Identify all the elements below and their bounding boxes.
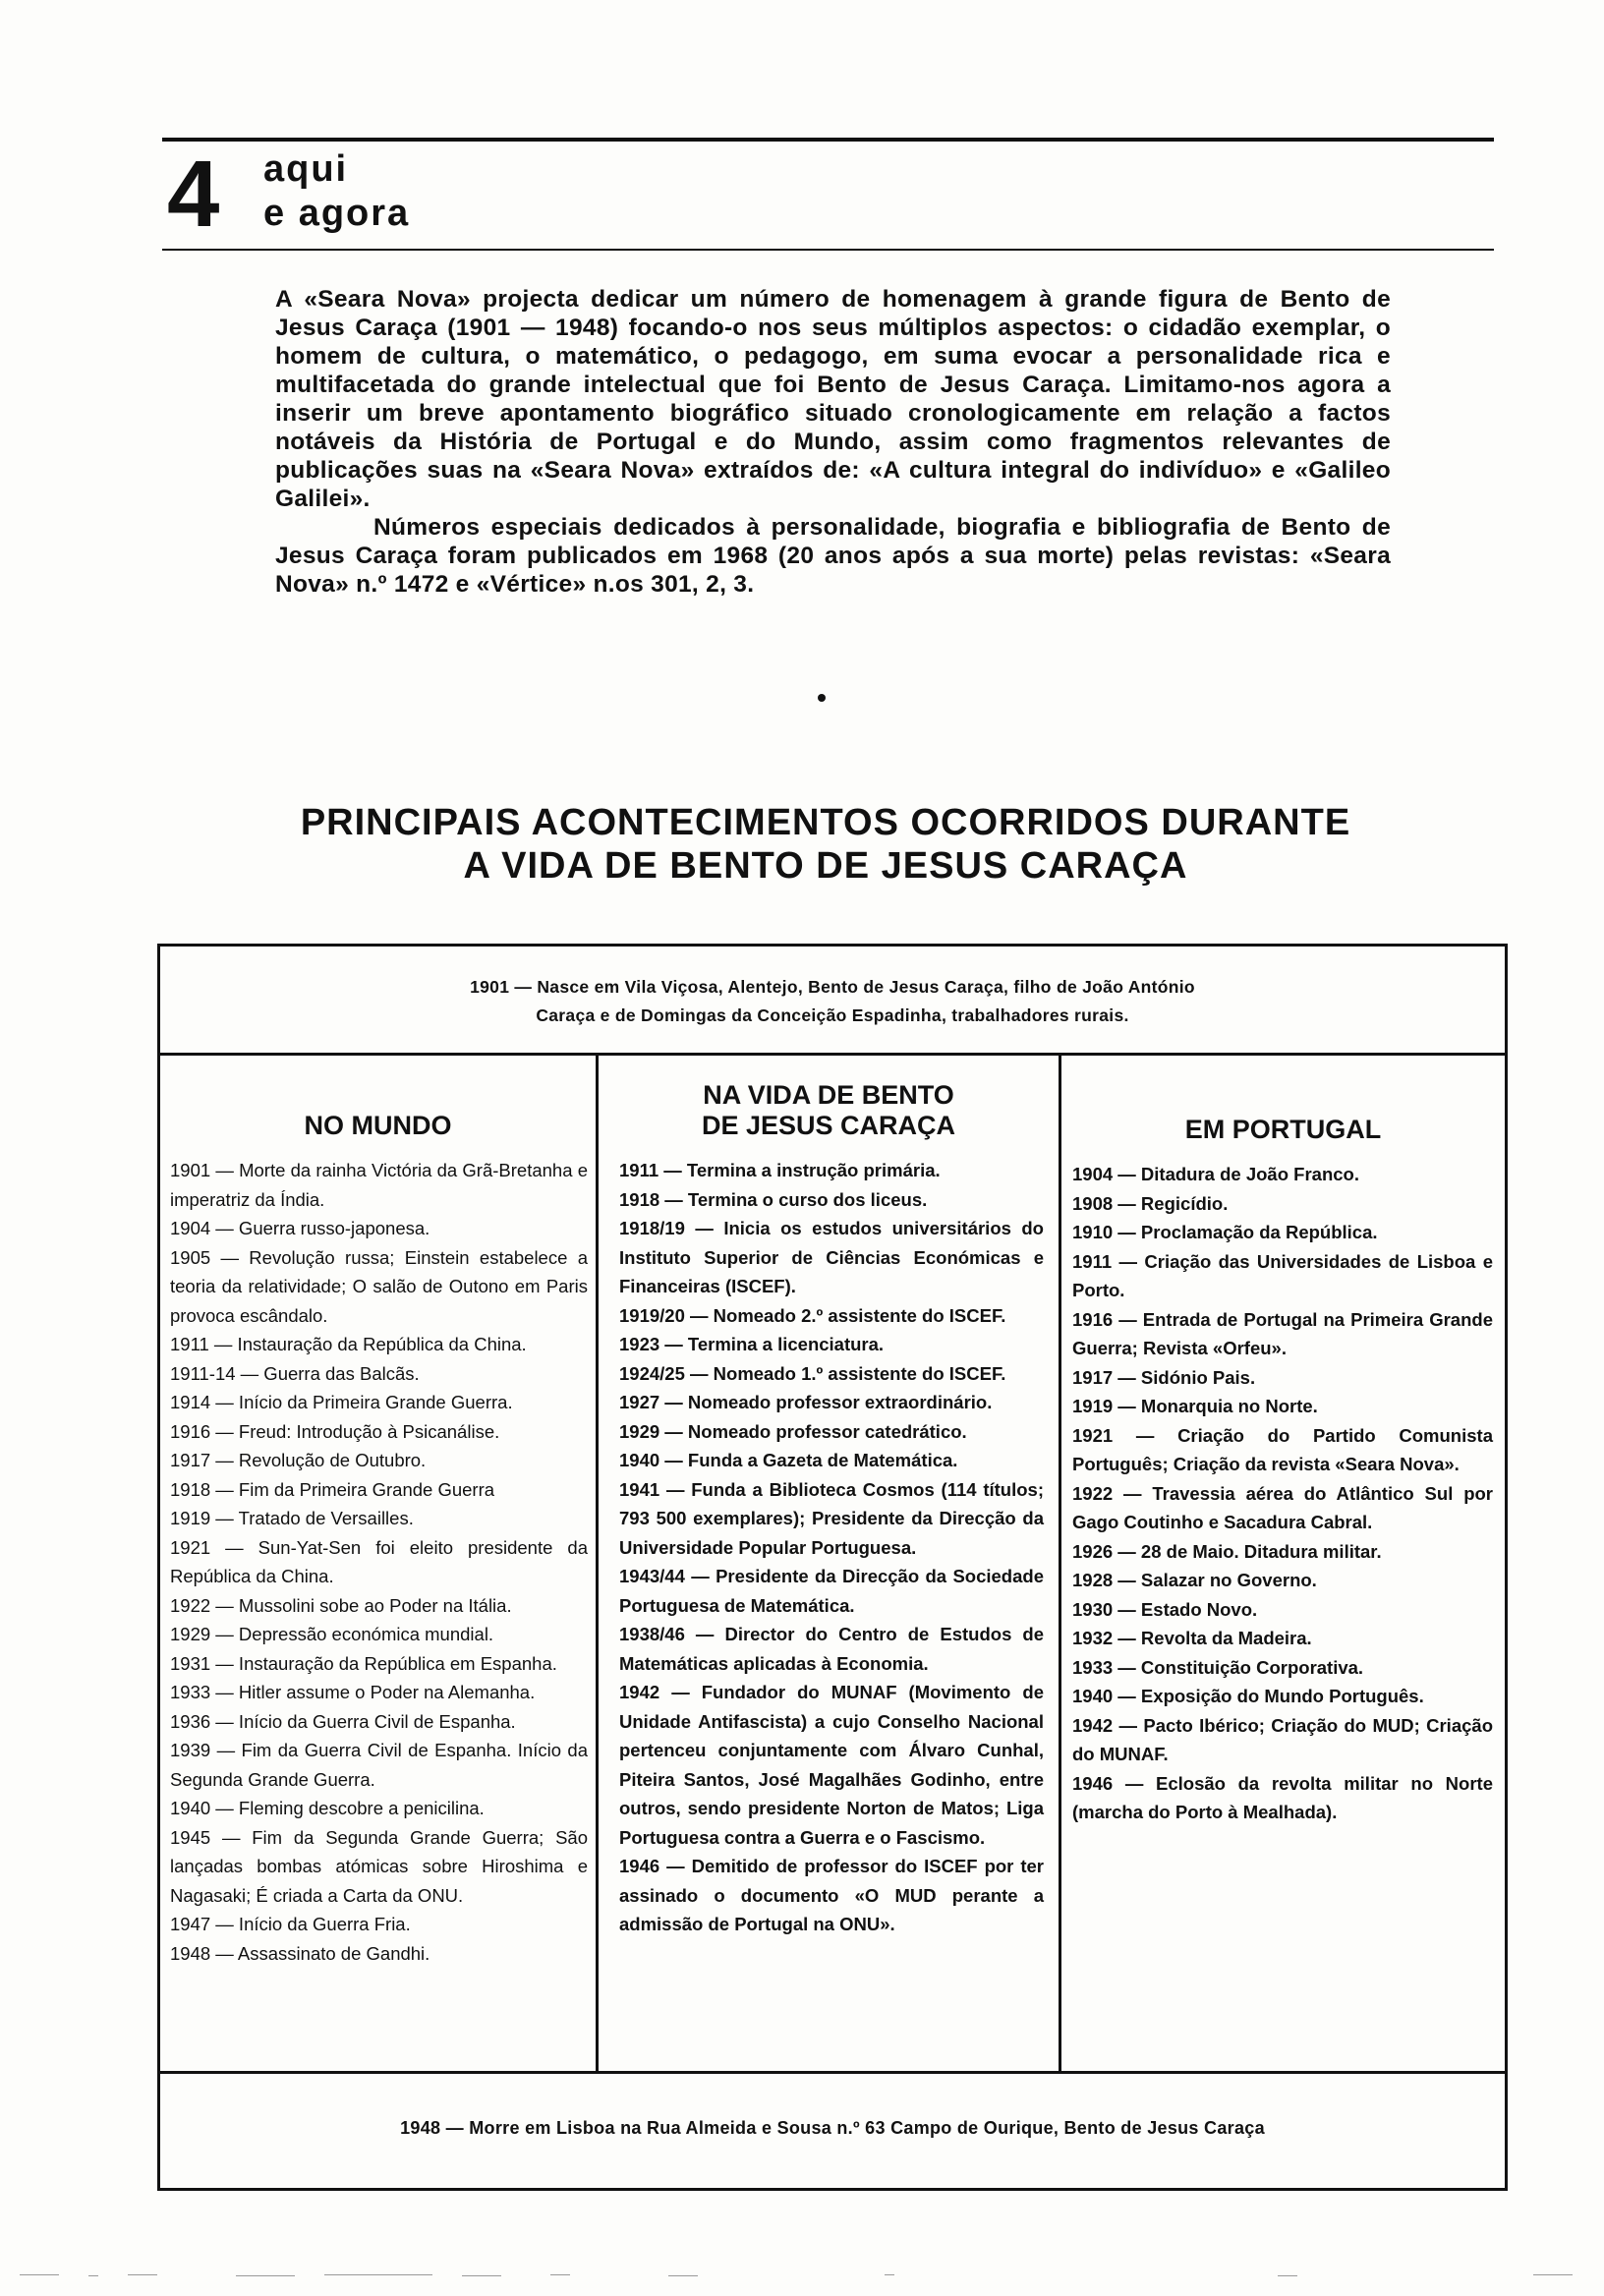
list-item: 1928 — Salazar no Governo.: [1072, 1570, 1317, 1590]
list-item: 1946 — Demitido de professor do ISCEF por ter assinado o documento «O MUD perante a admissão de Portugal na ONU».: [619, 1856, 1044, 1934]
list-item: 1914 — Início da Primeira Grande Guerra.: [170, 1392, 513, 1412]
birth-line-1: 1901 — Nasce em Vila Viçosa, Alentejo, Bento de Jesus Caraça, filho de João António: [470, 977, 1195, 997]
top-rule: [162, 138, 1494, 142]
column-heading-life: [599, 1080, 1059, 1141]
intro-paragraph-2: Números especiais dedicados à personalidade, biografia e bibliografia de Bento de Jesus Caraça foram publicados em 1968 (20 anos após a sua morte) pelas revistas: «Seara Nova» n.º 1472 e «Vértice» n.os 301, 2, 3.: [275, 514, 1391, 598]
list-item: 1942 — Pacto Ibérico; Criação do MUD; Criação do MUNAF.: [1072, 1714, 1493, 1764]
section-title-line2: e agora: [263, 193, 411, 234]
list-item: 1938/46 — Director do Centro de Estudos de Matemáticas aplicadas à Economia.: [619, 1624, 1044, 1674]
table-divider-bottom: [157, 2071, 1508, 2074]
birth-note: [157, 973, 1508, 1030]
list-item: 1932 — Revolta da Madeira.: [1072, 1628, 1312, 1648]
list-item: 1945 — Fim da Segunda Grande Guerra; São lançadas bombas atómicas sobre Hiroshima e Nagasaki; É criada a Carta da ONU.: [170, 1826, 588, 1906]
main-heading: [197, 801, 1455, 888]
list-item: 1947 — Início da Guerra Fria.: [170, 1914, 411, 1934]
table-divider-top: [157, 1053, 1508, 1056]
birth-line-2: Caraça e de Domingas da Conceição Espadinha, trabalhadores rurais.: [536, 1005, 1129, 1025]
list-item: 1918 — Fim da Primeira Grande Guerra: [170, 1478, 495, 1500]
list-item: 1916 — Freud: Introdução à Psicanálise.: [170, 1420, 500, 1442]
column-divider-2: [1059, 1053, 1061, 2073]
list-item: 1941 — Funda a Biblioteca Cosmos (114 títulos; 793 500 exemplares); Presidente da Direcção da Universidade Popular Portuguesa.: [619, 1478, 1044, 1558]
list-item: 1910 — Proclamação da República.: [1072, 1222, 1378, 1242]
list-item: 1919/20 — Nomeado 2.º assistente do ISCEF.: [619, 1304, 1006, 1326]
list-item: 1905 — Revolução russa; Einstein estabelece a teoria da relatividade; O salão de Outono em Paris provoca escândalo.: [170, 1246, 588, 1326]
list-item: 1923 — Termina a licenciatura.: [619, 1334, 885, 1354]
list-item: 1916 — Entrada de Portugal na Primeira Grande Guerra; Revista «Orfeu».: [1072, 1308, 1493, 1358]
column-heading-life-line2: DE JESUS CARAÇA: [701, 1111, 956, 1140]
list-item: 1911 — Criação das Universidades de Lisboa e Porto.: [1072, 1250, 1493, 1300]
list-item: 1908 — Regicídio.: [1072, 1192, 1229, 1214]
list-item: 1922 — Travessia aérea do Atlântico Sul por Gago Coutinho e Sacadura Cabral.: [1072, 1482, 1493, 1532]
list-item: 1929 — Depressão económica mundial.: [170, 1624, 494, 1644]
list-item: 1933 — Hitler assume o Poder na Alemanha.: [170, 1682, 536, 1702]
page-number: 4: [167, 142, 220, 247]
list-item: 1926 — 28 de Maio. Ditadura militar.: [1072, 1540, 1382, 1562]
list-item: 1939 — Fim da Guerra Civil de Espanha. Início da Segunda Grande Guerra.: [170, 1740, 588, 1790]
list-item: 1904 — Guerra russo-japonesa.: [170, 1218, 430, 1238]
intro-paragraph-1: A «Seara Nova» projecta dedicar um número de homenagem à grande figura de Bento de Jesus Caraça (1901 — 1948) focando-o nos seus múltiplos aspectos: o cidadão exemplar, o homem de cultura, o matemático, o pedagogo, em suma evocar a personalidade rica e multifacetada do grande intelectual que foi Bento de Jesus Caraça. Limitamo-nos agora a inserir um breve apontamento biográfico situado cronologicamente em relação a factos notáveis da História de Portugal e do Mundo, assim como fragmentos relevantes de publicações suas na «Seara Nova» extraídos de: «A cultura integral do indivíduo» e «Galileo Galilei».: [275, 286, 1391, 512]
list-item: 1919 — Tratado de Versailles.: [170, 1508, 414, 1528]
column-heading-life-line1: NA VIDA DE BENTO: [703, 1080, 954, 1110]
scan-specks: [0, 2261, 1604, 2280]
list-item: 1917 — Sidónio Pais.: [1072, 1366, 1256, 1388]
list-item: 1921 — Criação do Partido Comunista Português; Criação da revista «Seara Nova».: [1072, 1424, 1493, 1474]
list-item: 1911 — Instauração da República da China.: [170, 1334, 527, 1354]
list-item: 1948 — Assassinato de Gandhi.: [170, 1942, 430, 1964]
list-item: 1924/25 — Nomeado 1.º assistente do ISCEF.: [619, 1362, 1006, 1384]
list-item: 1911 — Termina a instrução primária.: [619, 1160, 941, 1180]
ink-dot: [818, 694, 826, 702]
list-item: 1940 — Exposição do Mundo Português.: [1072, 1686, 1424, 1706]
portugal-events-list: [1072, 1160, 1493, 1827]
column-divider-1: [596, 1053, 599, 2073]
death-note: 1948 — Morre em Lisboa na Rua Almeida e Sousa n.º 63 Campo de Ourique, Bento de Jesus Caraça: [400, 2118, 1265, 2138]
list-item: 1927 — Nomeado professor extraordinário.: [619, 1392, 993, 1412]
list-item: 1942 — Fundador do MUNAF (Movimento de Unidade Antifascista) a cujo Conselho Nacional pertenceu conjuntamente com Álvaro Cunhal, Piteira Santos, José Magalhães Godinho, entre outros, sendo presidente Norton de Matos; Liga Portuguesa contra a Guerra e o Fascismo.: [619, 1682, 1044, 1848]
list-item: 1911-14 — Guerra das Balcãs.: [170, 1362, 420, 1384]
list-item: 1901 — Morte da rainha Victória da Grã-Bretanha e imperatriz da Índia.: [170, 1160, 588, 1210]
column-heading-portugal: EM PORTUGAL: [1184, 1115, 1382, 1144]
list-item: 1918/19 — Inicia os estudos universitários do Instituto Superior de Ciências Económicas e Financeiras (ISCEF).: [619, 1218, 1044, 1296]
list-item: 1929 — Nomeado professor catedrático.: [619, 1420, 967, 1442]
list-item: 1931 — Instauração da República em Espanha.: [170, 1652, 557, 1674]
list-item: 1918 — Termina o curso dos liceus.: [619, 1188, 928, 1210]
intro-text: [275, 285, 1391, 599]
world-events-list: [170, 1156, 588, 1968]
life-events-list: [619, 1156, 1044, 1939]
section-title-line1: aqui: [263, 148, 349, 190]
list-item: 1919 — Monarquia no Norte.: [1072, 1396, 1318, 1416]
list-item: 1922 — Mussolini sobe ao Poder na Itália.: [170, 1594, 512, 1616]
list-item: 1936 — Início da Guerra Civil de Espanha.: [170, 1710, 516, 1732]
list-item: 1904 — Ditadura de João Franco.: [1072, 1164, 1359, 1184]
list-item: 1917 — Revolução de Outubro.: [170, 1450, 427, 1470]
list-item: 1921 — Sun-Yat-Sen foi eleito presidente da República da China.: [170, 1536, 588, 1586]
list-item: 1933 — Constituição Corporativa.: [1072, 1656, 1364, 1678]
main-heading-line1: PRINCIPAIS ACONTECIMENTOS OCORRIDOS DURANTE: [300, 802, 1351, 843]
list-item: 1943/44 — Presidente da Direcção da Sociedade Portuguesa de Matemática.: [619, 1566, 1044, 1616]
main-heading-line2: A VIDA DE BENTO DE JESUS CARAÇA: [463, 845, 1188, 887]
list-item: 1940 — Fleming descobre a penicilina.: [170, 1798, 485, 1818]
list-item: 1930 — Estado Novo.: [1072, 1598, 1258, 1620]
list-item: 1940 — Funda a Gazeta de Matemática.: [619, 1450, 958, 1470]
section-title: [263, 147, 410, 236]
header-rule: [162, 249, 1494, 251]
column-heading-world: NO MUNDO: [304, 1111, 452, 1140]
list-item: 1946 — Eclosão da revolta militar no Norte (marcha do Porto à Mealhada).: [1072, 1772, 1493, 1822]
